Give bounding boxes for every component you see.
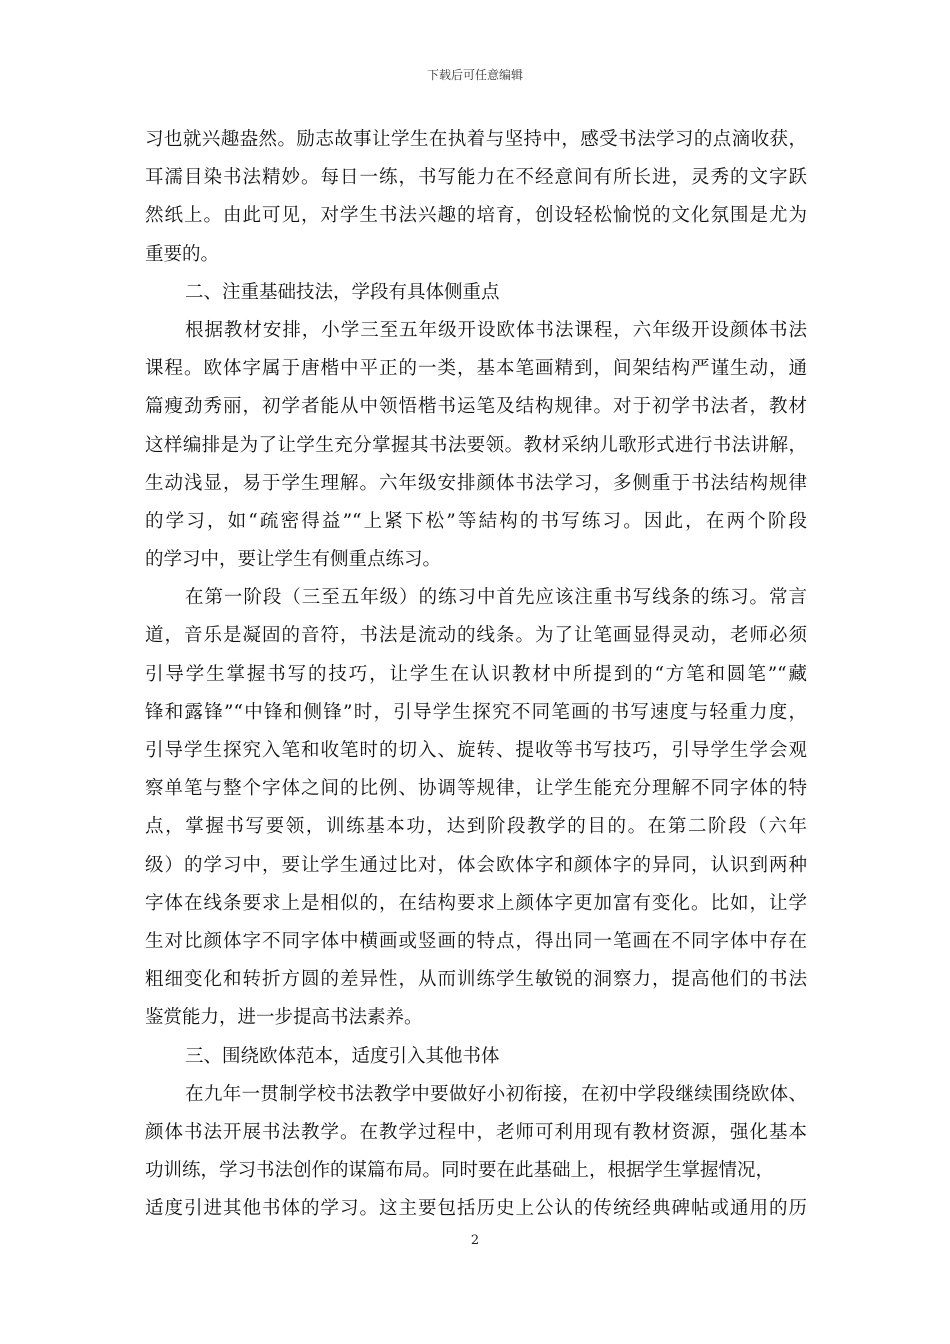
text-line: 篇瘦劲秀丽，初学者能从中领悟楷书运笔及结构规律。对于初学书法者，教材 (145, 396, 807, 418)
text-line: 的学习中，要让学生有侧重点练习。 (145, 549, 442, 571)
page-header: 下载后可任意编辑 (426, 68, 523, 82)
text-line: 字体在线条要求上是相似的，在结构要求上颜体字更加富有变化。比如，让学 (145, 892, 807, 914)
text-line: 锋和露锋”“中锋和侧锋”时，引导学生探究不同笔画的书写速度与轻重力度， (145, 701, 807, 723)
text-line: 引导学生掌握书写的技巧，让学生在认识教材中所提到的“方笔和圆笔”“藏 (145, 663, 807, 685)
text-line: 功训练，学习书法创作的谋篇布局。同时要在此基础上，根据学生掌握情况， (145, 1160, 775, 1182)
text-line: 生动浅显，易于学生理解。六年级安排颜体书法学习，多侧重于书法结构规律 (145, 472, 807, 494)
text-line: 鉴赏能力，进一步提高书法素养。 (145, 1007, 423, 1029)
text-line: 级）的学习中，要让学生通过比对，体会欧体字和颜体字的异同，认识到两种 (145, 854, 807, 876)
document-body (145, 121, 807, 1228)
text-line: 察单笔与整个字体之间的比例、协调等规律，让学生能充分理解不同字体的特 (145, 778, 807, 800)
text-line: 三、围绕欧体范本，适度引入其他书体 (185, 1045, 500, 1067)
text-line: 重要的。 (145, 243, 220, 265)
text-line: 引导学生探究入笔和收笔时的切入、旋转、提收等书写技巧，引导学生学会观 (145, 740, 807, 761)
text-line: 的学习，如“疏密得益”“上紧下松”等結构的书写练习。因此，在两个阶段 (145, 510, 807, 532)
page-number: 2 (470, 1233, 480, 1248)
text-line: 点，掌握书写要领，训练基本功，达到阶段教学的目的。在第二阶段（六年 (145, 816, 807, 838)
text-line: 生对比颜体字不同字体中横画或竖画的特点，得出同一笔画在不同字体中存在 (145, 930, 807, 952)
text-line: 这样编排是为了让学生充分掌握其书法要领。教材采纳儿歌形式进行书法讲解， (145, 434, 807, 456)
text-line: 粗细变化和转折方圆的差异性，从而训练学生敏锐的洞察力，提高他们的书法 (145, 969, 807, 991)
text-line: 在九年一贯制学校书法教学中要做好小初衔接，在初中学段继续围绕欧体、 (185, 1083, 807, 1105)
text-line: 耳濡目染书法精妙。每日一练，书写能力在不经意间有所长进，灵秀的文字跃 (145, 167, 807, 189)
text-line: 二、注重基础技法，学段有具体侧重点 (185, 281, 500, 303)
text-line: 颜体书法开展书法教学。在教学过程中，老师可利用现有教材资源，强化基本 (145, 1121, 807, 1143)
text-line: 习也就兴趣盎然。励志故事让学生在执着与坚持中，感受书法学习的点滴收获， (145, 129, 807, 150)
text-line: 然纸上。由此可见，对学生书法兴趣的培育，创设轻松愉悦的文化氛围是尤为 (145, 205, 807, 227)
text-line: 课程。欧体字属于唐楷中平正的一类，基本笔画精到，间架结构严谨生动，通 (145, 358, 807, 380)
text-line: 根据教材安排，小学三至五年级开设欧体书法课程，六年级开设颜体书法 (185, 319, 807, 341)
text-line: 道，音乐是凝固的音符，书法是流动的线条。为了让笔画显得灵动，老师必须 (145, 625, 807, 647)
text-line: 在第一阶段（三至五年级）的练习中首先应该注重书写线条的练习。常言 (185, 587, 807, 609)
text-line: 适度引进其他书体的学习。这主要包括历史上公认的传统经典碑帖或通用的历 (145, 1198, 807, 1220)
